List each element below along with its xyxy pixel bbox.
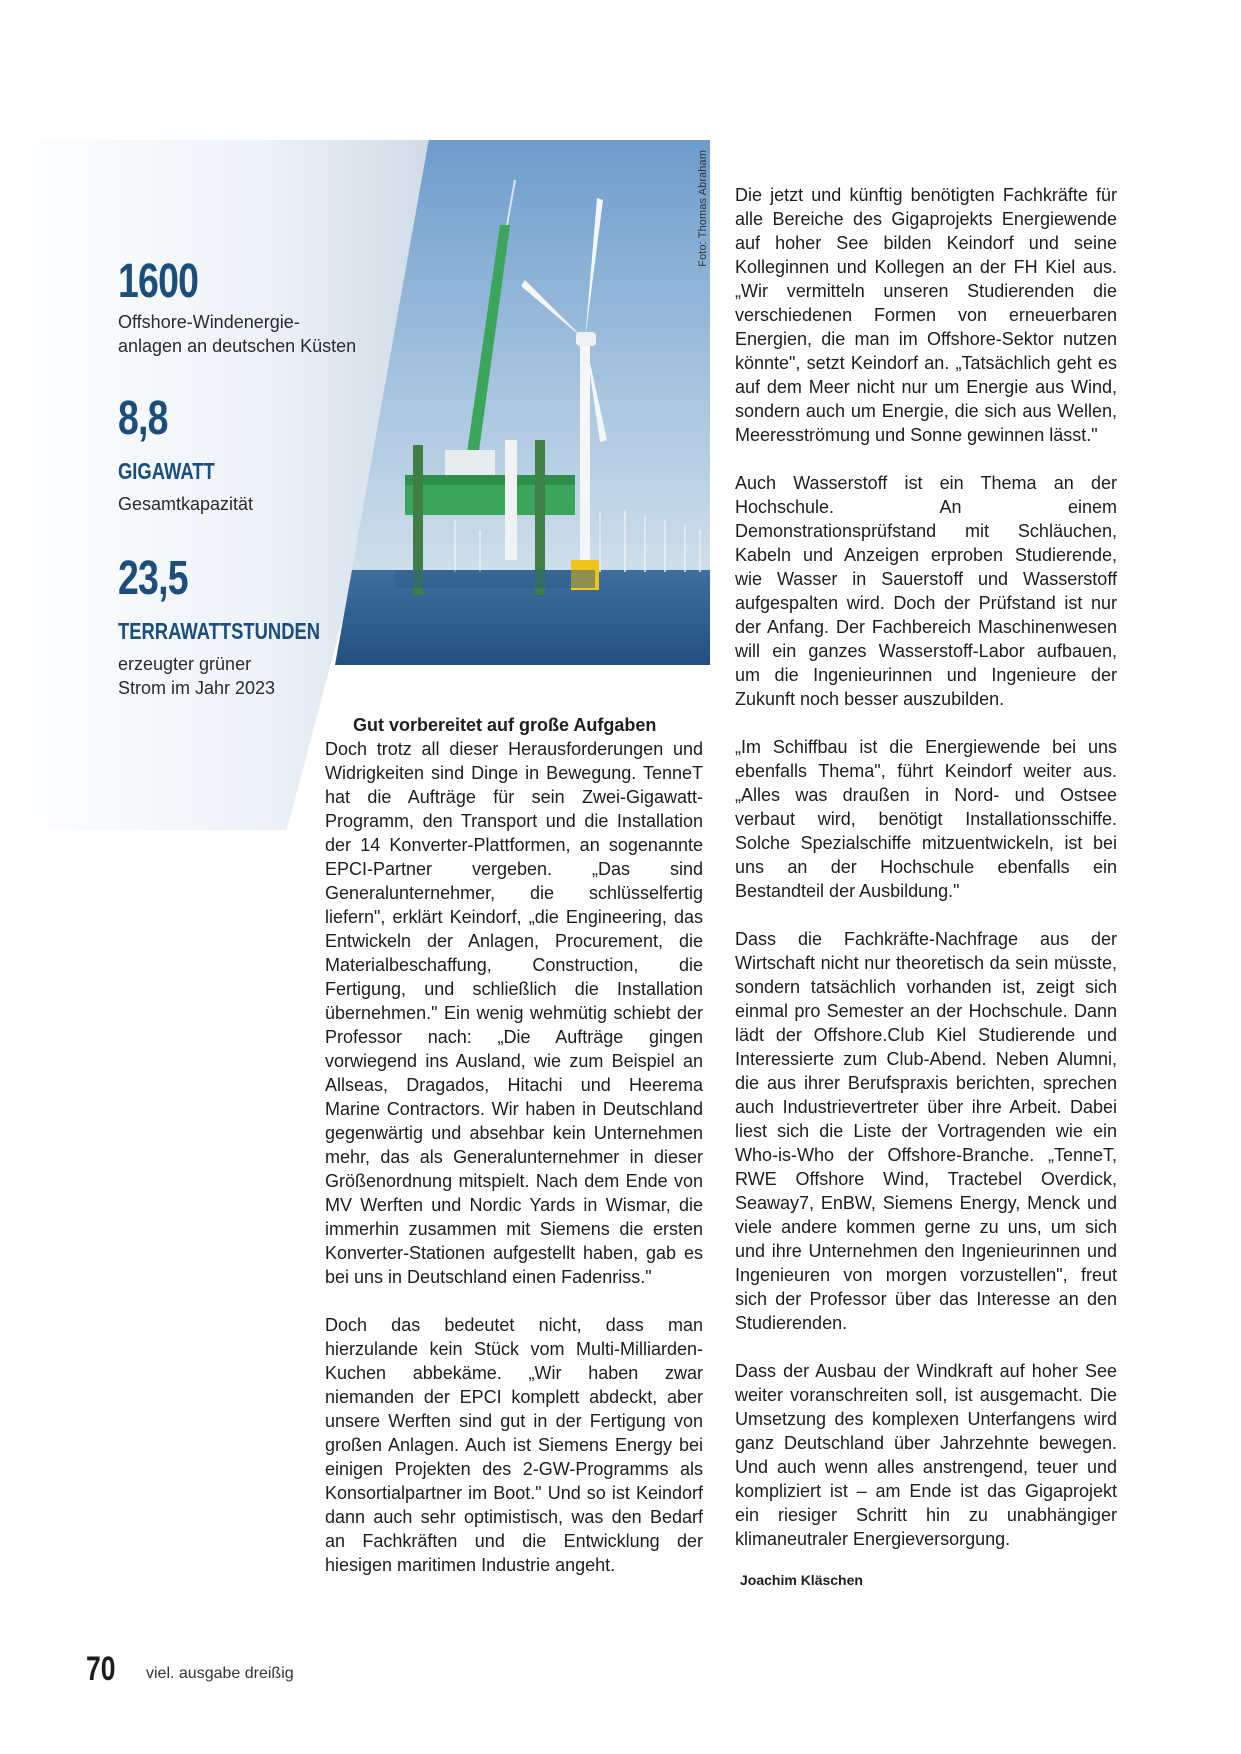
- magazine-name: viel. ausgabe dreißig: [146, 1665, 294, 1682]
- paragraph: Doch das bedeutet nicht, dass man hierzulande kein Stück vom Multi-Milliarden-Kuchen abbekäme. „Wir haben zwar niemanden der EPCI komplett abdeckt, aber unsere Werften sind gut in der Fertigung von großen Anlagen. Auch ist Siemens Energy bei einigen Projekten des 2-GW-Programms als Konsortialpartner im Boot." Und so ist Keindorf dann auch sehr optimistisch, was den Bedarf an Fachkräften und die Entwicklung der hiesigen maritimen Industrie angeht.: [325, 1315, 703, 1575]
- stat-desc-line: Offshore-Windenergie-: [118, 312, 300, 332]
- stat-desc-line: erzeugter grüner: [118, 654, 252, 674]
- stat-desc-line: Strom im Jahr 2023: [118, 678, 276, 698]
- stat-unit-capacity: GIGAWATT: [118, 458, 215, 484]
- stat-unit-energy: TERRAWATTSTUNDEN: [118, 618, 321, 644]
- paragraph: Die jetzt und künftig benötigten Fachkräfte für alle Bereiche des Gigaprojekts Energiewende auf hoher See bilden Keindorf und seine Kolleginnen und Kollegen an der FH Kiel aus. „Wir vermitteln unseren Studierenden die verschiedenen Formen von erneuerbaren Energien, die man im Offshore-Sektor nutzen könnte", setzt Keindorf an. „Tatsächlich geht es auf dem Meer nicht nur um Energie aus Wind, sondern auch um Energie, die sich aus Wellen, Meeresströmung und Sonne gewinnen lässt.": [735, 185, 1117, 445]
- photo-credit: Foto: Thomas Abraham: [697, 150, 709, 267]
- article-column-left: [325, 713, 703, 1577]
- stat-value-capacity: 8,8: [118, 392, 168, 445]
- stat-desc-line: anlagen an deutschen Küsten: [118, 336, 357, 356]
- stat-value-turbines: 1600: [118, 255, 199, 308]
- paragraph: Auch Wasserstoff ist ein Thema an der Hochschule. An einem Demonstrationsprüfstand mit Schläuchen, Kabeln und Anzeigen erproben Studierende, wie Wasser in Sauerstoff und Wasserstoff aufgespalten wird. Doch der Prüfstand ist nur der Anfang. Der Fachbereich Maschinenwesen will ein ganzes Wasserstoff-Labor aufbauen, um die Ingenieurinnen und Ingenieure der Zukunft noch besser auszubilden.: [735, 473, 1117, 709]
- section-subheading: Gut vorbereitet auf große Aufgaben: [353, 715, 657, 735]
- stat-desc-capacity: [118, 492, 253, 516]
- page-number: 70: [86, 1650, 116, 1688]
- paragraph: Dass die Fachkräfte-Nachfrage aus der Wirtschaft nicht nur theoretisch da sein müsste, sondern tatsächlich vorhanden ist, zeigt sich einmal pro Semester an der Hochschule. Dann lädt der Offshore.Club Kiel Studierende und Interessierte zum Club-Abend. Neben Alumni, die aus ihrer Berufspraxis berichten, sprechen auch Industrievertreter über ihre Arbeit. Dabei liest sich die Liste der Vortragenden wie ein Who-is-Who der Offshore-Branche. „TenneT, RWE Offshore Wind, Tractebel Overdick, Seaway7, EnBW, Siemens Energy, Menck und viele andere kommen gerne zu uns, um sich und ihre Unternehmen den Ingenieurinnen und Ingenieuren von morgen vorzustellen", freut sich der Professor über das Interesse an den Studierenden.: [735, 929, 1117, 1333]
- paragraph: Doch trotz all dieser Herausforderungen und Widrigkeiten sind Dinge in Bewegung. TenneT hat die Aufträge für sein Zwei-Gigawatt-Programm, den Transport und die Installation der 14 Konverter-Plattformen, an sogenannte EPCI-Partner vergeben. „Das sind Generalunternehmer, die schlüsselfertig liefern", erklärt Keindorf, „die Engineering, das Entwickeln der Anlagen, Procurement, die Materialbeschaffung, Construction, die Fertigung, und schließlich die Installation übernehmen." Ein wenig wehmütig schiebt der Professor nach: „Die Aufträge gingen vorwiegend ins Ausland, wie zum Beispiel an Allseas, Dragados, Hitachi und Heerema Marine Contractors. Wir haben in Deutschland gegenwärtig und absehbar kein Unternehmen mehr, das als Generalunternehmer in dieser Größenordnung mitspielt. Nach dem Ende von MV Werften und Nordic Yards in Wismar, die immerhin zusammen mit Siemens die ersten Konverter-Stationen aufgestellt haben, gab es bei uns in Deutschland einen Fadenriss.": [325, 739, 703, 1287]
- paragraph: „Im Schiffbau ist die Energiewende bei uns ebenfalls Thema", führt Keindorf weiter aus. „Alles was draußen in Nord- und Ostsee verbaut wird, benötigt Installationsschiffe. Solche Spezialschiffe mitzuentwickeln, ist bei uns an der Hochschule ebenfalls ein Bestandteil der Ausbildung.": [735, 737, 1117, 901]
- author-name: Joachim Kläschen: [740, 1572, 863, 1588]
- stat-desc-turbines: [118, 310, 356, 358]
- paragraph: Dass der Ausbau der Windkraft auf hoher See weiter voranschreiten soll, ist ausgemacht. Die Umsetzung des komplexen Unterfangens wird ganz Deutschland über Jahrzehnte bewegen. Und auch wenn alles anstrengend, teuer und kompliziert ist – am Ende ist das Gigaprojekt ein riesiger Schritt hin zu unabhängiger klimaneutraler Energieversorgung.: [735, 1361, 1117, 1549]
- stat-value-energy: 23,5: [118, 552, 188, 605]
- stat-desc-line: Gesamtkapazität: [118, 494, 254, 514]
- article-column-right: [735, 183, 1117, 1551]
- stat-desc-energy: [118, 652, 275, 700]
